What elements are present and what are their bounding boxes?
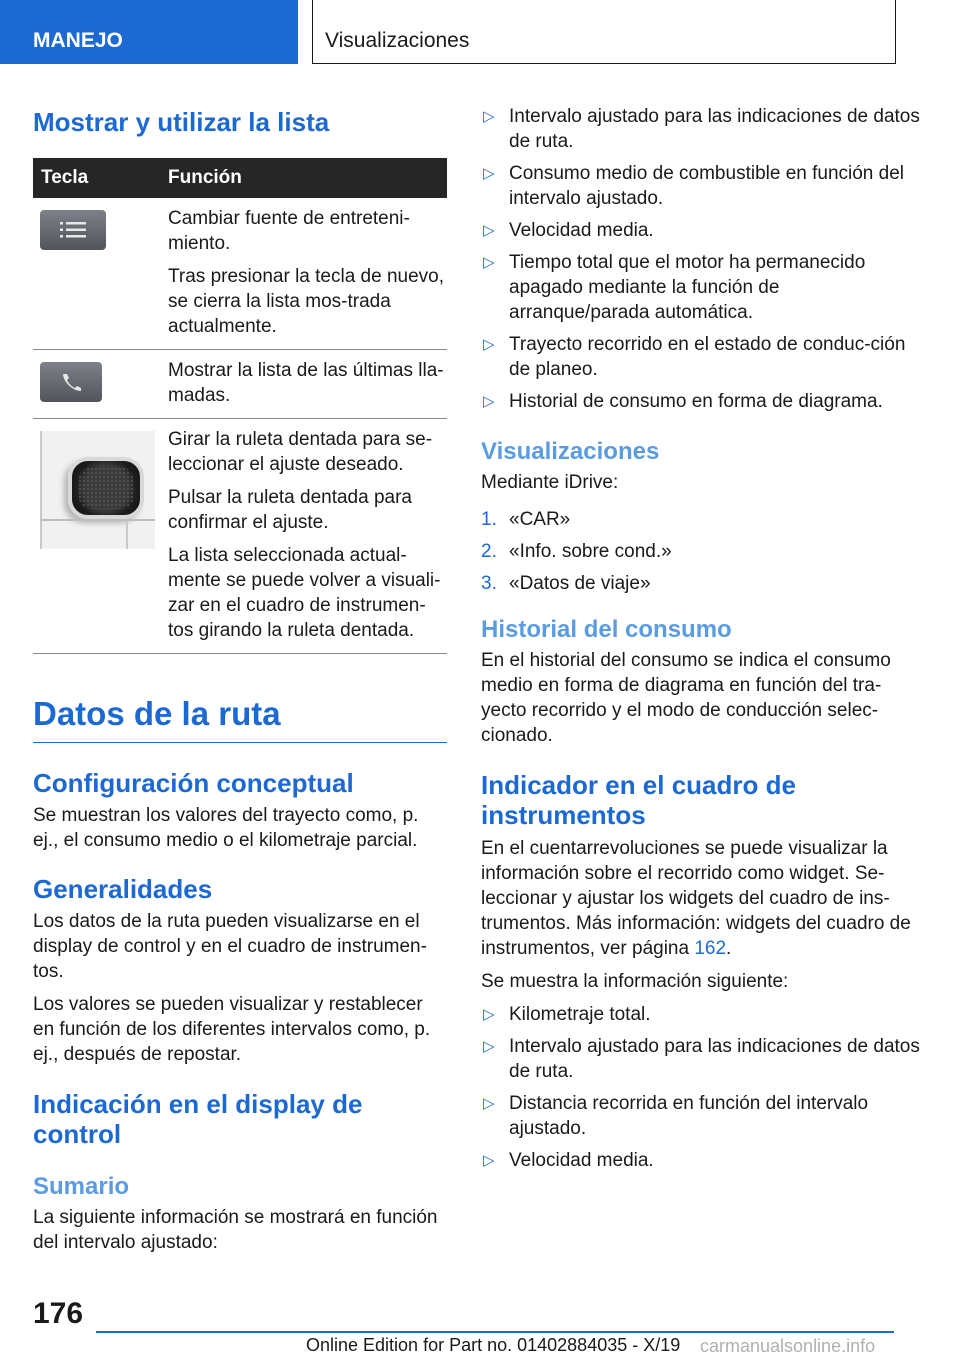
info-shown-text: Se muestra la información siguiente:: [481, 971, 789, 992]
phone-icon: [40, 362, 102, 402]
list-item: ▷ Trayecto recorrido en el estado de conduc-ción de planeo.: [483, 334, 906, 380]
triangle-bullet-icon: ▷: [483, 222, 495, 239]
heading-concept: Configuración conceptual: [33, 768, 354, 798]
heading-control-display: Indicación en el display de control: [33, 1089, 363, 1149]
list-item: ▷ Tiempo total que el motor ha permanecido apagado mediante la función de arranque/parada automática.: [483, 252, 866, 323]
footer-divider: [96, 1331, 894, 1333]
table-header-row: [33, 158, 447, 198]
key-cell: [33, 350, 158, 419]
idrive-steps: [481, 507, 921, 596]
table-row: [33, 419, 447, 654]
page-number: 176: [33, 1297, 84, 1330]
list-item: ▷ Velocidad media.: [483, 1150, 654, 1171]
function-cell: [158, 350, 447, 419]
triangle-bullet-icon: ▷: [483, 254, 495, 271]
key-function-table: [33, 158, 447, 654]
dial-icon: [40, 431, 155, 549]
edition-text: Online Edition for Part no. 01402884035 - X/19: [306, 1335, 681, 1355]
instrument-cluster-text: En el cuentarrevoluciones se puede visualizar la información sobre el recorrido como widget. Se-leccionar y ajustar los widgets del cuadro de ins-trumentos. Más información: widgets del cuadro de instrumentos, ver página 162.: [481, 838, 911, 959]
function-text: Pulsar la ruleta dentada para confirmar el ajuste.: [168, 487, 412, 533]
list-item: ▷ Intervalo ajustado para las indicaciones de datos de ruta.: [483, 1036, 920, 1082]
heading-show-list: Mostrar y utilizar la lista: [33, 107, 330, 137]
page-reference-link[interactable]: 162: [694, 938, 727, 959]
triangle-bullet-icon: ▷: [483, 165, 495, 182]
chapter-tab: [0, 0, 298, 64]
general-text-2: Los valores se pueden visualizar y restablecer en función de los diferentes intervalos como, p. ej., después de repostar.: [33, 994, 431, 1065]
function-text: Tras presionar la tecla de nuevo, se cierra la lista mos-trada actualmente.: [168, 266, 445, 337]
key-cell: [33, 419, 158, 654]
section-label: Visualizaciones: [325, 29, 470, 52]
triangle-bullet-icon: ▷: [483, 1152, 495, 1169]
list-item: 3. «Datos de viaje»: [481, 573, 651, 594]
triangle-bullet-icon: ▷: [483, 336, 495, 353]
function-text: Mostrar la lista de las últimas lla-madas.: [168, 360, 444, 406]
list-item: ▷ Historial de consumo en forma de diagrama.: [483, 391, 883, 412]
watermark: carmanualsonline.info: [700, 1336, 876, 1356]
heading-general: Generalidades: [33, 874, 213, 904]
heading-instrument-cluster: Indicador en el cuadro de instrumentos: [481, 770, 796, 830]
list-item: ▷ Intervalo ajustado para las indicaciones de datos de ruta.: [483, 106, 920, 152]
consumption-history-text: En el historial del consumo se indica el consumo medio en forma de diagrama en función del tra-yecto recorrido y el modo de conducción selec-cionado.: [481, 650, 891, 746]
key-cell: [33, 198, 158, 350]
list-item: ▷ Distancia recorrida en función del intervalo ajustado.: [483, 1093, 869, 1139]
col-header-key: Tecla: [33, 158, 158, 198]
summary-text: La siguiente información se mostrará en función del intervalo ajustado:: [33, 1207, 438, 1253]
heading-route-data: Datos de la ruta: [33, 692, 447, 743]
triangle-bullet-icon: ▷: [483, 1095, 495, 1112]
chapter-label: MANEJO: [33, 29, 123, 52]
table-row: [33, 198, 447, 350]
section-tab: [312, 0, 896, 64]
triangle-bullet-icon: ▷: [483, 393, 495, 410]
left-column: [33, 100, 447, 1255]
col-header-function: Función: [158, 158, 447, 198]
function-cell: [158, 419, 447, 654]
list-item: ▷ Consumo medio de combustible en función del intervalo ajustado.: [483, 163, 905, 209]
list-item: ▷ Velocidad media.: [483, 220, 654, 241]
table-row: [33, 350, 447, 419]
function-text: Cambiar fuente de entreteni-miento.: [168, 208, 410, 254]
function-text: Girar la ruleta dentada para se-leccionar el ajuste deseado.: [168, 429, 433, 475]
function-text: La lista seleccionada actual-mente se puede volver a visuali-zar en el cuadro de instrumen-tos girando la ruleta dentada.: [168, 545, 441, 641]
visualizations-text: Mediante iDrive:: [481, 472, 619, 493]
general-text-1: Los datos de la ruta pueden visualizarse en el display de control y en el cuadro de instrumen-tos.: [33, 911, 427, 982]
list-item: 1. «CAR»: [481, 509, 571, 530]
triangle-bullet-icon: ▷: [483, 108, 495, 125]
list-item: ▷ Kilometraje total.: [483, 1004, 651, 1025]
function-cell: [158, 198, 447, 350]
list-icon: [40, 210, 106, 250]
right-column: [481, 100, 921, 1180]
heading-consumption-history: Historial del consumo: [481, 616, 732, 643]
concept-text: Se muestran los valores del trayecto como, p. ej., el consumo medio o el kilometraje parcial.: [33, 805, 419, 851]
summary-bullet-list: [481, 104, 921, 414]
triangle-bullet-icon: ▷: [483, 1038, 495, 1055]
heading-summary: Sumario: [33, 1173, 130, 1200]
triangle-bullet-icon: ▷: [483, 1006, 495, 1023]
heading-visualizations: Visualizaciones: [481, 438, 660, 465]
list-item: 2. «Info. sobre cond.»: [481, 541, 672, 562]
cluster-bullet-list: [481, 1002, 921, 1173]
